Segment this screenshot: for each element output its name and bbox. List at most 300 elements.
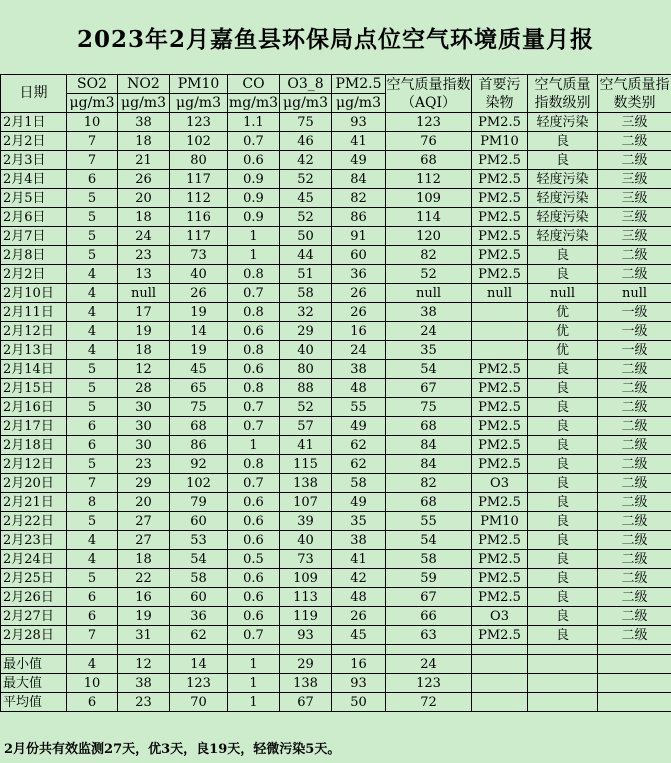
cell: 二级 bbox=[598, 151, 671, 170]
cell: 良 bbox=[528, 550, 598, 569]
cell: 51 bbox=[280, 265, 332, 284]
cell: 二级 bbox=[598, 398, 671, 417]
row-label: 2月8日 bbox=[1, 246, 67, 265]
cell: 116 bbox=[170, 208, 228, 227]
cell: 二级 bbox=[598, 132, 671, 151]
cell: 123 bbox=[170, 674, 228, 693]
cell: 30 bbox=[118, 436, 170, 455]
separator-cell bbox=[528, 645, 598, 655]
cell: 良 bbox=[528, 379, 598, 398]
table-row bbox=[1, 417, 671, 436]
cell: 0.6 bbox=[228, 569, 280, 588]
cell: 73 bbox=[170, 246, 228, 265]
cell bbox=[472, 322, 528, 341]
cell: 24 bbox=[386, 655, 472, 674]
cell: 72 bbox=[386, 693, 472, 712]
cell: 14 bbox=[170, 655, 228, 674]
cell: 二级 bbox=[598, 588, 671, 607]
row-label: 2月12日 bbox=[1, 455, 67, 474]
cell: 14 bbox=[170, 322, 228, 341]
cell: 109 bbox=[386, 189, 472, 208]
cell: 67 bbox=[386, 379, 472, 398]
cell: 18 bbox=[118, 208, 170, 227]
report-title: 2023年2月嘉鱼县环保局点位空气环境质量月报 bbox=[76, 25, 595, 53]
cell: 0.8 bbox=[228, 379, 280, 398]
separator-row bbox=[1, 645, 671, 655]
cell: 轻度污染 bbox=[528, 189, 598, 208]
row-label: 2月26日 bbox=[1, 588, 67, 607]
cell: 1 bbox=[228, 674, 280, 693]
row-label: 2月6日 bbox=[1, 208, 67, 227]
row-label: 最大值 bbox=[1, 674, 67, 693]
cell: 三级 bbox=[598, 189, 671, 208]
cell: 20 bbox=[118, 493, 170, 512]
cell: PM2.5 bbox=[472, 569, 528, 588]
cell: 54 bbox=[170, 550, 228, 569]
cell: 26 bbox=[170, 284, 228, 303]
cell: 53 bbox=[170, 531, 228, 550]
cell: PM2.5 bbox=[472, 550, 528, 569]
cell: PM2.5 bbox=[472, 398, 528, 417]
cell: 4 bbox=[67, 284, 118, 303]
cell: 5 bbox=[67, 246, 118, 265]
cell: 52 bbox=[280, 170, 332, 189]
cell: 30 bbox=[118, 417, 170, 436]
cell: 0.8 bbox=[228, 341, 280, 360]
cell: 93 bbox=[332, 113, 386, 132]
cell: 16 bbox=[332, 655, 386, 674]
cell: 60 bbox=[332, 246, 386, 265]
cell: 29 bbox=[280, 322, 332, 341]
cell: PM10 bbox=[472, 512, 528, 531]
cell: 44 bbox=[280, 246, 332, 265]
cell: 38 bbox=[118, 113, 170, 132]
cell: 114 bbox=[386, 208, 472, 227]
cell: 62 bbox=[170, 626, 228, 645]
cell: 16 bbox=[332, 322, 386, 341]
cell: 三级 bbox=[598, 170, 671, 189]
cell: 18 bbox=[118, 341, 170, 360]
unit-o3: μg/m3 bbox=[280, 94, 332, 113]
cell: 良 bbox=[528, 151, 598, 170]
row-label: 2月28日 bbox=[1, 626, 67, 645]
cell: 49 bbox=[332, 493, 386, 512]
row-label: 2月11日 bbox=[1, 303, 67, 322]
cell: 39 bbox=[280, 512, 332, 531]
cell: 4 bbox=[67, 303, 118, 322]
cell: 35 bbox=[332, 512, 386, 531]
cell: 13 bbox=[118, 265, 170, 284]
table-row bbox=[1, 607, 671, 626]
cell: 38 bbox=[332, 531, 386, 550]
cell: 31 bbox=[118, 626, 170, 645]
cell: 112 bbox=[386, 170, 472, 189]
cell: PM2.5 bbox=[472, 189, 528, 208]
cell: 6 bbox=[67, 170, 118, 189]
cell: PM2.5 bbox=[472, 170, 528, 189]
table-row bbox=[1, 398, 671, 417]
cell bbox=[472, 655, 528, 674]
cell: 68 bbox=[386, 151, 472, 170]
cell: 138 bbox=[280, 674, 332, 693]
row-label: 2月10日 bbox=[1, 284, 67, 303]
cell: 113 bbox=[280, 588, 332, 607]
cell: 4 bbox=[67, 531, 118, 550]
cell: 23 bbox=[118, 246, 170, 265]
cell: 26 bbox=[332, 284, 386, 303]
cell: 119 bbox=[280, 607, 332, 626]
cell: 0.7 bbox=[228, 398, 280, 417]
cell: 1 bbox=[228, 693, 280, 712]
cell: 5 bbox=[67, 569, 118, 588]
row-label: 2月13日 bbox=[1, 341, 67, 360]
cell: 36 bbox=[170, 607, 228, 626]
cell: 67 bbox=[280, 693, 332, 712]
cell: 27 bbox=[118, 531, 170, 550]
cell: PM2.5 bbox=[472, 626, 528, 645]
cell: 19 bbox=[118, 322, 170, 341]
cell: 21 bbox=[118, 151, 170, 170]
table-row bbox=[1, 227, 671, 246]
table-row bbox=[1, 588, 671, 607]
cell: 6 bbox=[67, 607, 118, 626]
cell: 5 bbox=[67, 360, 118, 379]
row-label: 2月2日 bbox=[1, 132, 67, 151]
cell: 24 bbox=[332, 341, 386, 360]
separator-cell bbox=[598, 645, 671, 655]
cell: 12 bbox=[118, 655, 170, 674]
cell: 115 bbox=[280, 455, 332, 474]
cell: 38 bbox=[118, 674, 170, 693]
cell: 1 bbox=[228, 227, 280, 246]
cell: 18 bbox=[118, 132, 170, 151]
cell: 19 bbox=[170, 303, 228, 322]
cell: 45 bbox=[332, 626, 386, 645]
cell: 79 bbox=[170, 493, 228, 512]
cell: 48 bbox=[332, 379, 386, 398]
table-row bbox=[1, 626, 671, 645]
cell: 109 bbox=[280, 569, 332, 588]
cell: 1 bbox=[228, 246, 280, 265]
cell: 4 bbox=[67, 265, 118, 284]
table-row bbox=[1, 151, 671, 170]
cell: PM2.5 bbox=[472, 151, 528, 170]
cell: 0.9 bbox=[228, 170, 280, 189]
cell: 良 bbox=[528, 398, 598, 417]
cell: 二级 bbox=[598, 531, 671, 550]
cell: 45 bbox=[170, 360, 228, 379]
cell: 5 bbox=[67, 398, 118, 417]
monthly-summary: 2月份共有效监测27天，优3天，良19天，轻微污染5天。 bbox=[4, 742, 341, 757]
cell: 50 bbox=[280, 227, 332, 246]
cell: 19 bbox=[170, 341, 228, 360]
cell: 良 bbox=[528, 246, 598, 265]
header-aqi-category: 空气质量指数类别 bbox=[599, 76, 670, 111]
cell: 45 bbox=[280, 189, 332, 208]
cell: 75 bbox=[170, 398, 228, 417]
cell: 41 bbox=[332, 550, 386, 569]
cell: 27 bbox=[118, 512, 170, 531]
cell: 120 bbox=[386, 227, 472, 246]
cell: 36 bbox=[332, 265, 386, 284]
cell: 68 bbox=[170, 417, 228, 436]
table-row bbox=[1, 474, 671, 493]
cell: 一级 bbox=[598, 341, 671, 360]
cell: 68 bbox=[386, 417, 472, 436]
unit-co: mg/m3 bbox=[228, 94, 279, 111]
cell: 68 bbox=[386, 493, 472, 512]
row-label: 2月4日 bbox=[1, 170, 67, 189]
cell: 22 bbox=[118, 569, 170, 588]
cell: 67 bbox=[386, 588, 472, 607]
cell: 86 bbox=[170, 436, 228, 455]
cell: 29 bbox=[280, 655, 332, 674]
row-label: 2月17日 bbox=[1, 417, 67, 436]
cell: 16 bbox=[118, 588, 170, 607]
cell: 123 bbox=[386, 113, 472, 132]
cell: 良 bbox=[528, 531, 598, 550]
cell: PM2.5 bbox=[472, 208, 528, 227]
cell: 26 bbox=[332, 607, 386, 626]
cell: 0.6 bbox=[228, 607, 280, 626]
header-so2: SO2 bbox=[67, 75, 118, 94]
header-no2: NO2 bbox=[118, 75, 170, 94]
cell: 23 bbox=[118, 455, 170, 474]
cell: 52 bbox=[386, 265, 472, 284]
cell: 112 bbox=[170, 189, 228, 208]
cell: 41 bbox=[280, 436, 332, 455]
cell: 93 bbox=[332, 674, 386, 693]
cell: 42 bbox=[332, 569, 386, 588]
cell: 82 bbox=[386, 474, 472, 493]
table-row bbox=[1, 341, 671, 360]
cell bbox=[598, 674, 671, 693]
separator-cell bbox=[472, 645, 528, 655]
cell bbox=[472, 303, 528, 322]
row-label: 2月18日 bbox=[1, 436, 67, 455]
table-row bbox=[1, 455, 671, 474]
cell: 0.6 bbox=[228, 151, 280, 170]
cell: 优 bbox=[528, 341, 598, 360]
separator-cell bbox=[228, 645, 280, 655]
row-label: 2月22日 bbox=[1, 512, 67, 531]
cell: 0.9 bbox=[228, 208, 280, 227]
summary-row bbox=[1, 674, 671, 693]
table-row bbox=[1, 132, 671, 151]
cell: 5 bbox=[67, 379, 118, 398]
cell: 75 bbox=[386, 398, 472, 417]
cell: 二级 bbox=[598, 246, 671, 265]
cell: 59 bbox=[386, 569, 472, 588]
cell: 一级 bbox=[598, 303, 671, 322]
cell: 0.8 bbox=[228, 265, 280, 284]
cell: 5 bbox=[67, 227, 118, 246]
cell: 6 bbox=[67, 588, 118, 607]
cell: 良 bbox=[528, 455, 598, 474]
cell: 23 bbox=[118, 693, 170, 712]
table-row bbox=[1, 436, 671, 455]
table-row bbox=[1, 322, 671, 341]
row-label: 2月12日 bbox=[1, 322, 67, 341]
header-aqi-level: 空气质量指数级别 bbox=[528, 75, 598, 113]
cell: O3 bbox=[472, 607, 528, 626]
cell: 32 bbox=[280, 303, 332, 322]
cell: 73 bbox=[280, 550, 332, 569]
cell: 60 bbox=[170, 512, 228, 531]
cell bbox=[598, 655, 671, 674]
cell: 62 bbox=[332, 436, 386, 455]
cell: 二级 bbox=[598, 360, 671, 379]
cell: 84 bbox=[386, 455, 472, 474]
table-row bbox=[1, 284, 671, 303]
separator-cell bbox=[1, 645, 67, 655]
table-row bbox=[1, 113, 671, 132]
cell: 良 bbox=[528, 436, 598, 455]
cell: 二级 bbox=[598, 607, 671, 626]
separator-cell bbox=[170, 645, 228, 655]
cell: PM2.5 bbox=[472, 379, 528, 398]
cell: 35 bbox=[386, 341, 472, 360]
row-label: 最小值 bbox=[1, 655, 67, 674]
row-label: 平均值 bbox=[1, 693, 67, 712]
row-label: 2月1日 bbox=[1, 113, 67, 132]
cell: 三级 bbox=[598, 113, 671, 132]
cell: 42 bbox=[280, 151, 332, 170]
unit-no2: μg/m3 bbox=[118, 94, 170, 113]
cell: 8 bbox=[67, 493, 118, 512]
cell: 88 bbox=[280, 379, 332, 398]
daily-rows bbox=[1, 113, 671, 645]
cell: 117 bbox=[170, 227, 228, 246]
table-row bbox=[1, 246, 671, 265]
header-aqi: 空气质量指数（AQI） bbox=[386, 76, 471, 111]
cell: 26 bbox=[332, 303, 386, 322]
cell bbox=[472, 674, 528, 693]
cell: 5 bbox=[67, 455, 118, 474]
cell: 50 bbox=[332, 693, 386, 712]
row-label: 2月7日 bbox=[1, 227, 67, 246]
cell: 41 bbox=[332, 132, 386, 151]
cell: 17 bbox=[118, 303, 170, 322]
cell: 29 bbox=[118, 474, 170, 493]
cell: 三级 bbox=[598, 208, 671, 227]
cell: 4 bbox=[67, 655, 118, 674]
table-row bbox=[1, 303, 671, 322]
cell: 良 bbox=[528, 417, 598, 436]
cell: 62 bbox=[332, 455, 386, 474]
cell: 38 bbox=[386, 303, 472, 322]
cell: O3 bbox=[472, 474, 528, 493]
cell: 6 bbox=[67, 693, 118, 712]
cell: 二级 bbox=[598, 436, 671, 455]
cell: PM2.5 bbox=[472, 455, 528, 474]
table-row bbox=[1, 531, 671, 550]
cell: 52 bbox=[280, 208, 332, 227]
cell: 良 bbox=[528, 360, 598, 379]
cell: 40 bbox=[280, 341, 332, 360]
unit-pm25: μg/m3 bbox=[332, 94, 386, 113]
cell bbox=[472, 341, 528, 360]
row-label: 2月2日 bbox=[1, 265, 67, 284]
cell: 0.6 bbox=[228, 512, 280, 531]
row-label: 2月24日 bbox=[1, 550, 67, 569]
cell: 1 bbox=[228, 655, 280, 674]
cell: PM2.5 bbox=[472, 588, 528, 607]
cell: null bbox=[528, 284, 598, 303]
cell: null bbox=[598, 284, 671, 303]
table-row bbox=[1, 360, 671, 379]
cell: 5 bbox=[67, 512, 118, 531]
cell: 良 bbox=[528, 588, 598, 607]
cell: 0.7 bbox=[228, 626, 280, 645]
cell: PM2.5 bbox=[472, 531, 528, 550]
header-pm10: PM10 bbox=[170, 75, 228, 94]
unit-so2: μg/m3 bbox=[67, 94, 118, 113]
cell: 40 bbox=[170, 265, 228, 284]
row-label: 2月23日 bbox=[1, 531, 67, 550]
header-primary-pollutant: 首要污染物 bbox=[472, 75, 528, 113]
cell: 107 bbox=[280, 493, 332, 512]
cell: PM2.5 bbox=[472, 417, 528, 436]
cell: 66 bbox=[386, 607, 472, 626]
cell: PM2.5 bbox=[472, 360, 528, 379]
cell: 轻度污染 bbox=[528, 170, 598, 189]
cell: 良 bbox=[528, 493, 598, 512]
row-label: 2月25日 bbox=[1, 569, 67, 588]
cell: 0.7 bbox=[228, 132, 280, 151]
cell: 58 bbox=[170, 569, 228, 588]
cell: 54 bbox=[386, 360, 472, 379]
cell: 二级 bbox=[598, 455, 671, 474]
cell: 102 bbox=[170, 474, 228, 493]
cell: 轻度污染 bbox=[528, 227, 598, 246]
cell: 38 bbox=[332, 360, 386, 379]
table-row bbox=[1, 569, 671, 588]
row-label: 2月21日 bbox=[1, 493, 67, 512]
separator-cell bbox=[118, 645, 170, 655]
table-row bbox=[1, 170, 671, 189]
cell: 0.8 bbox=[228, 303, 280, 322]
cell: 良 bbox=[528, 607, 598, 626]
cell: 二级 bbox=[598, 265, 671, 284]
cell: 20 bbox=[118, 189, 170, 208]
cell: 102 bbox=[170, 132, 228, 151]
cell: 二级 bbox=[598, 550, 671, 569]
cell: null bbox=[118, 284, 170, 303]
cell: 0.6 bbox=[228, 493, 280, 512]
cell: 82 bbox=[332, 189, 386, 208]
separator-cell bbox=[332, 645, 386, 655]
header-o3: O3_8 bbox=[280, 75, 332, 94]
cell: 一级 bbox=[598, 322, 671, 341]
cell: 0.7 bbox=[228, 417, 280, 436]
cell: 0.5 bbox=[228, 550, 280, 569]
cell: 0.6 bbox=[228, 360, 280, 379]
row-label: 2月27日 bbox=[1, 607, 67, 626]
cell: 63 bbox=[386, 626, 472, 645]
air-quality-table bbox=[0, 74, 671, 712]
cell: 123 bbox=[386, 674, 472, 693]
cell: 40 bbox=[280, 531, 332, 550]
cell: 0.9 bbox=[228, 189, 280, 208]
cell: 二级 bbox=[598, 512, 671, 531]
cell: 7 bbox=[67, 474, 118, 493]
cell: 18 bbox=[118, 550, 170, 569]
row-label: 2月15日 bbox=[1, 379, 67, 398]
cell: 52 bbox=[280, 398, 332, 417]
cell: 86 bbox=[332, 208, 386, 227]
cell: PM2.5 bbox=[472, 246, 528, 265]
